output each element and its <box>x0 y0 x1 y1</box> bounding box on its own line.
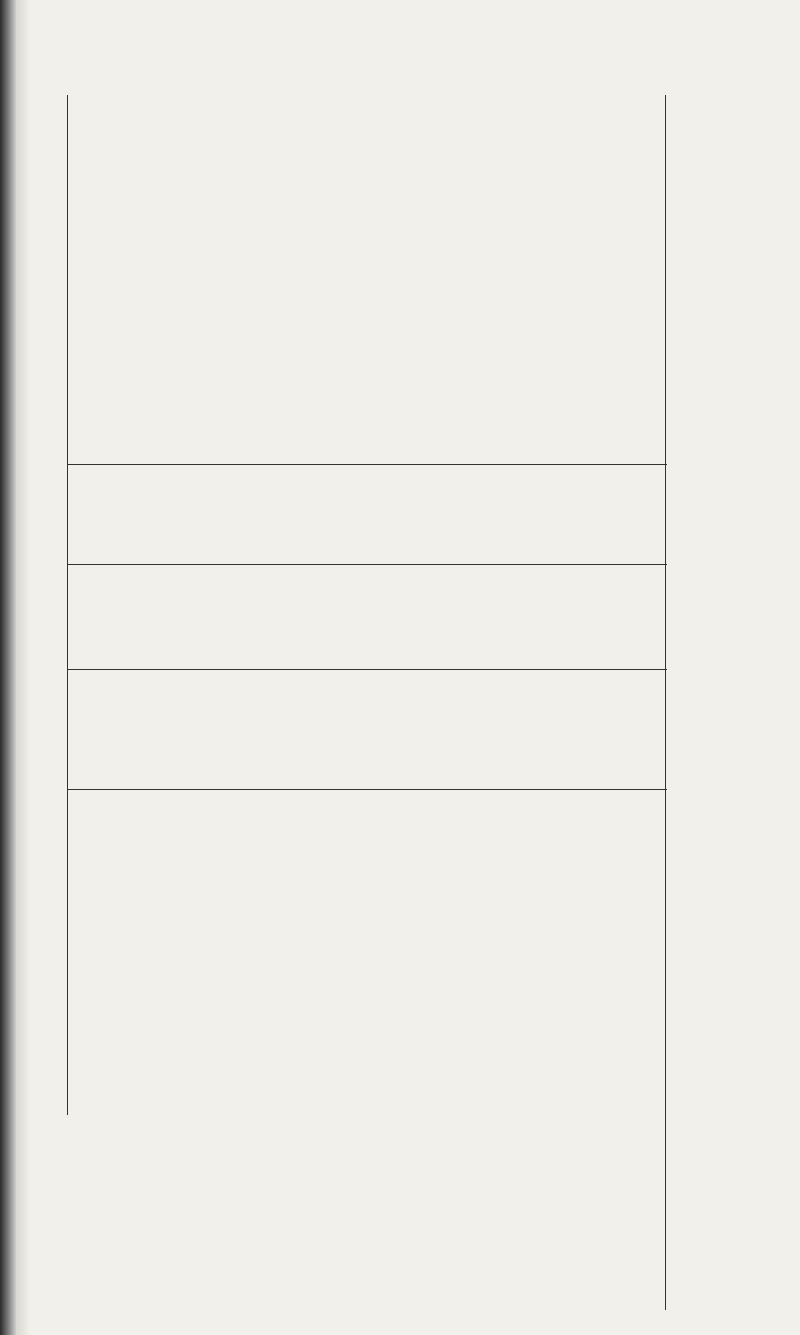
column-rule <box>67 789 667 790</box>
column-rule <box>67 464 667 465</box>
case-table <box>67 95 667 1310</box>
column-rule <box>67 669 667 670</box>
table-rule-bottom <box>665 95 666 1310</box>
book-gutter <box>16 0 30 1335</box>
table-rule-top <box>67 95 68 1115</box>
book-spine-shadow <box>0 0 16 1335</box>
column-rule <box>67 564 667 565</box>
